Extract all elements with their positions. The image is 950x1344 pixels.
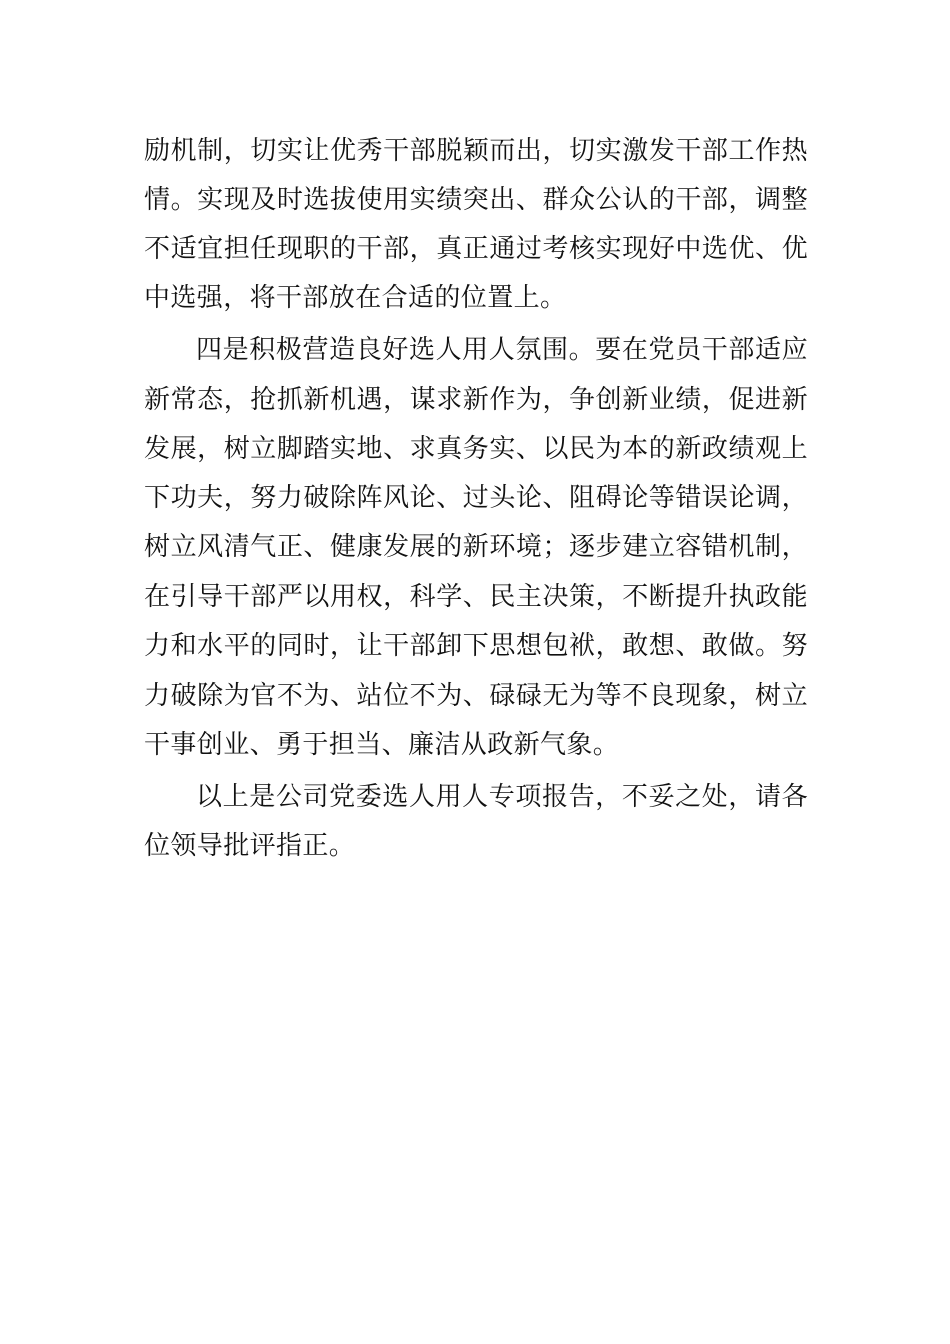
body-text-line: 在引导干部严以用权，科学、民主决策，不断提升执政能 bbox=[144, 582, 808, 612]
body-text-line: 励机制，切实让优秀干部脱颖而出，切实激发干部工作热 bbox=[144, 136, 808, 166]
body-text-line: 新常态，抢抓新机遇，谋求新作为，争创新业绩，促进新 bbox=[144, 385, 808, 415]
body-text-line: 情。实现及时选拔使用实绩突出、群众公认的干部，调整 bbox=[144, 185, 808, 215]
body-text-line: 不适宜担任现职的干部，真正通过考核实现好中选优、优 bbox=[144, 234, 808, 264]
paragraph-first-line: 以上是公司党委选人用人专项报告，不妥之处，请各 bbox=[196, 782, 808, 812]
body-text-line: 发展，树立脚踏实地、求真务实、以民为本的新政绩观上 bbox=[144, 434, 808, 464]
body-text-line: 树立风清气正、健康发展的新环境；逐步建立容错机制， bbox=[144, 532, 808, 562]
body-text-line: 力破除为官不为、站位不为、碌碌无为等不良现象，树立 bbox=[144, 681, 808, 711]
body-text-line: 下功夫，努力破除阵风论、过头论、阻碍论等错误论调， bbox=[144, 483, 808, 513]
body-text-line: 力和水平的同时，让干部卸下思想包袱，敢想、敢做。努 bbox=[144, 631, 808, 661]
paragraph-first-line: 四是积极营造良好选人用人氛围。要在党员干部适应 bbox=[196, 335, 808, 365]
body-text-line: 位领导批评指正。 bbox=[144, 831, 356, 861]
body-text-line: 中选强，将干部放在合适的位置上。 bbox=[144, 283, 567, 313]
body-text-line: 干事创业、勇于担当、廉洁从政新气象。 bbox=[144, 730, 620, 760]
